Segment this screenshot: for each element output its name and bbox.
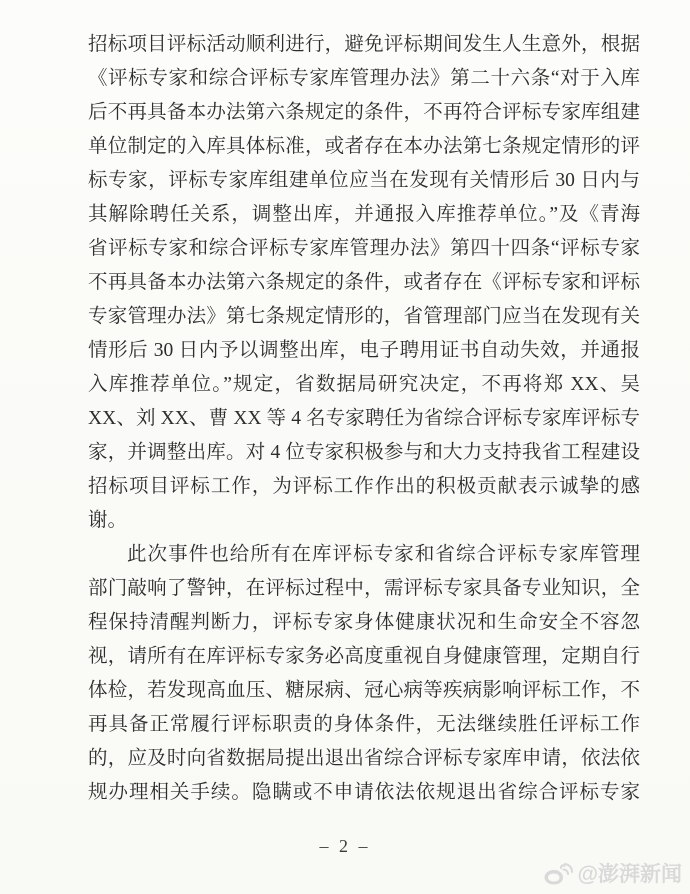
text-line: 的，应及时向省数据局提出退出省综合评标专家库申请，依法依	[88, 748, 640, 769]
text-line: 家，并调整出库。对 4 位专家积极参与和大力支持我省工程建设	[88, 442, 640, 463]
text-line: 单位制定的入库具体标准，或者存在本办法第七条规定情形的评	[88, 136, 640, 157]
text-line: 招标项目评标工作，为评标工作作出的积极贡献表示诚挚的感	[88, 476, 640, 497]
text-line: 《评标专家和综合评标专家库管理办法》第二十六条“对于入库	[88, 68, 640, 89]
text-line: 部门敲响了警钟，在评标过程中，需评标专家具备专业知识，全	[88, 578, 640, 599]
text-line: 视，请所有在库评标专家务必高度重视自身健康管理，定期自行	[88, 646, 640, 667]
body-text	[88, 28, 640, 810]
text-line: XX、刘 XX、曹 XX 等 4 名专家聘任为省综合评标专家库评标专	[88, 408, 640, 429]
text-line: 招标项目评标活动顺利进行，避免评标期间发生人生意外，根据	[88, 34, 640, 55]
text-line-paragraph-start: 此次事件也给所有在库评标专家和省综合评标专家库管理	[127, 544, 640, 565]
text-line: 程保持清醒判断力，评标专家身体健康状况和生命安全不容忽	[88, 612, 640, 633]
text-line: 不再具备本办法第六条规定的条件，或者存在《评标专家和评标	[88, 272, 640, 293]
page-number: – 2 –	[319, 836, 371, 856]
text-line: 后不再具备本办法第六条规定的条件，不再符合评标专家库组建	[88, 102, 640, 123]
text-line: 情形后 30 日内予以调整出库，电子聘用证书自动失效，并通报	[88, 340, 640, 361]
watermark	[543, 858, 682, 888]
text-line: 标专家，评标专家库组建单位应当在发现有关情形后 30 日内与	[88, 170, 640, 191]
text-line: 体检，若发现高血压、糖尿病、冠心病等疾病影响评标工作，不	[88, 680, 640, 701]
text-line: 规办理相关手续。隐瞒或不申请依法依规退出省综合评标专家	[88, 782, 640, 803]
weibo-icon	[543, 860, 573, 886]
text-line-paragraph-end: 谢。	[88, 510, 128, 531]
text-line: 其解除聘任关系，调整出库，并通报入库推荐单位。”及《青海	[88, 204, 640, 225]
text-line: 再具备正常履行评标职责的身体条件，无法继续胜任评标工作	[88, 714, 640, 735]
text-line: 入库推荐单位。”规定，省数据局研究决定，不再将郑 XX、吴	[88, 374, 640, 395]
text-line: 专家管理办法》第七条规定情形的，省管理部门应当在发现有关	[88, 306, 640, 327]
watermark-text: @澎湃新闻	[577, 863, 682, 886]
text-line: 省评标专家和综合评标专家库管理办法》第四十四条“评标专家	[88, 238, 640, 259]
